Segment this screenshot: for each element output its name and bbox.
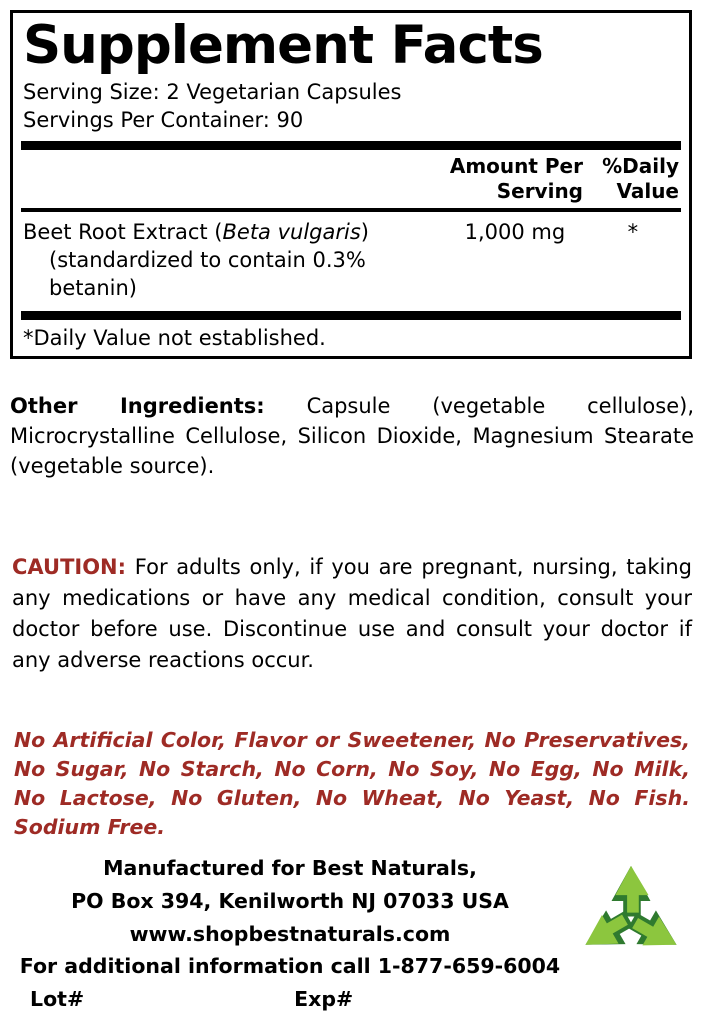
supplement-facts-panel [10, 10, 692, 359]
caution-label: CAUTION: [12, 555, 127, 579]
header-dv-line2: Value [616, 178, 679, 203]
header-dv-line1: %Daily [602, 153, 679, 178]
header-amount-line2: Serving [496, 178, 583, 203]
ingredient-name-text: Beet Root Extract ( [23, 219, 223, 244]
header-daily-value [583, 154, 679, 204]
table-row [21, 212, 681, 305]
recycle-icon [572, 862, 690, 974]
daily-value-footnote: *Daily Value not established. [23, 325, 326, 350]
ingredient-latin-name: Beta vulgaris [222, 219, 361, 244]
caution-text: For adults only, if you are pregnant, nursing, taking any medications or have any medical condition, consult your doctor before use. Discontinue use and consult your doctor if any adverse reactions occur. [12, 555, 692, 673]
exp-label: Exp# [294, 987, 354, 1012]
ingredient-name-close: ) [360, 219, 369, 244]
ingredient-name [23, 218, 443, 303]
other-ingredients-label: Other Ingredients: [10, 394, 265, 418]
divider-thick-bottom [21, 311, 681, 320]
ingredient-standardization: (standardized to contain 0.3% betanin) [49, 248, 366, 301]
footer-block [0, 852, 580, 1016]
address-line: PO Box 394, Kenilworth NJ 07033 USA [71, 888, 509, 913]
servings-per-container: Servings Per Container: 90 [23, 108, 304, 133]
header-amount-per-serving [353, 154, 583, 204]
other-ingredients-text: Capsule (vegetable cellulose), Microcrystalline Cellulose, Silicon Dioxide, Magnesium Stearate (vegetable source). [10, 394, 694, 478]
lot-label: Lot# [30, 987, 85, 1012]
other-ingredients [10, 392, 694, 481]
manufacturer-line: Manufactured for Best Naturals, [103, 856, 477, 880]
ingredient-daily-value: * [627, 219, 639, 244]
serving-size: Serving Size: 2 Vegetarian Capsules [23, 80, 402, 104]
table-header-row [21, 150, 681, 208]
header-amount-line1: Amount Per [449, 153, 583, 178]
website-link[interactable]: www.shopbestnaturals.com [129, 921, 451, 946]
caution-block [12, 552, 692, 676]
phone-line: For additional information call 1-877-659-6004 [19, 954, 561, 979]
page-title: Supplement Facts [23, 15, 543, 76]
divider-thick-top [21, 141, 681, 150]
free-of-claims: No Artificial Color, Flavor or Sweetener, No Preservatives, No Sugar, No Starch, No Corn, No Soy, No Egg, No Milk, No Lactose, No Gluten, No Wheat, No Yeast, No Fish. Sodium Free. [14, 728, 690, 840]
ingredient-amount: 1,000 mg [464, 219, 566, 244]
lot-exp-line [0, 983, 580, 1016]
